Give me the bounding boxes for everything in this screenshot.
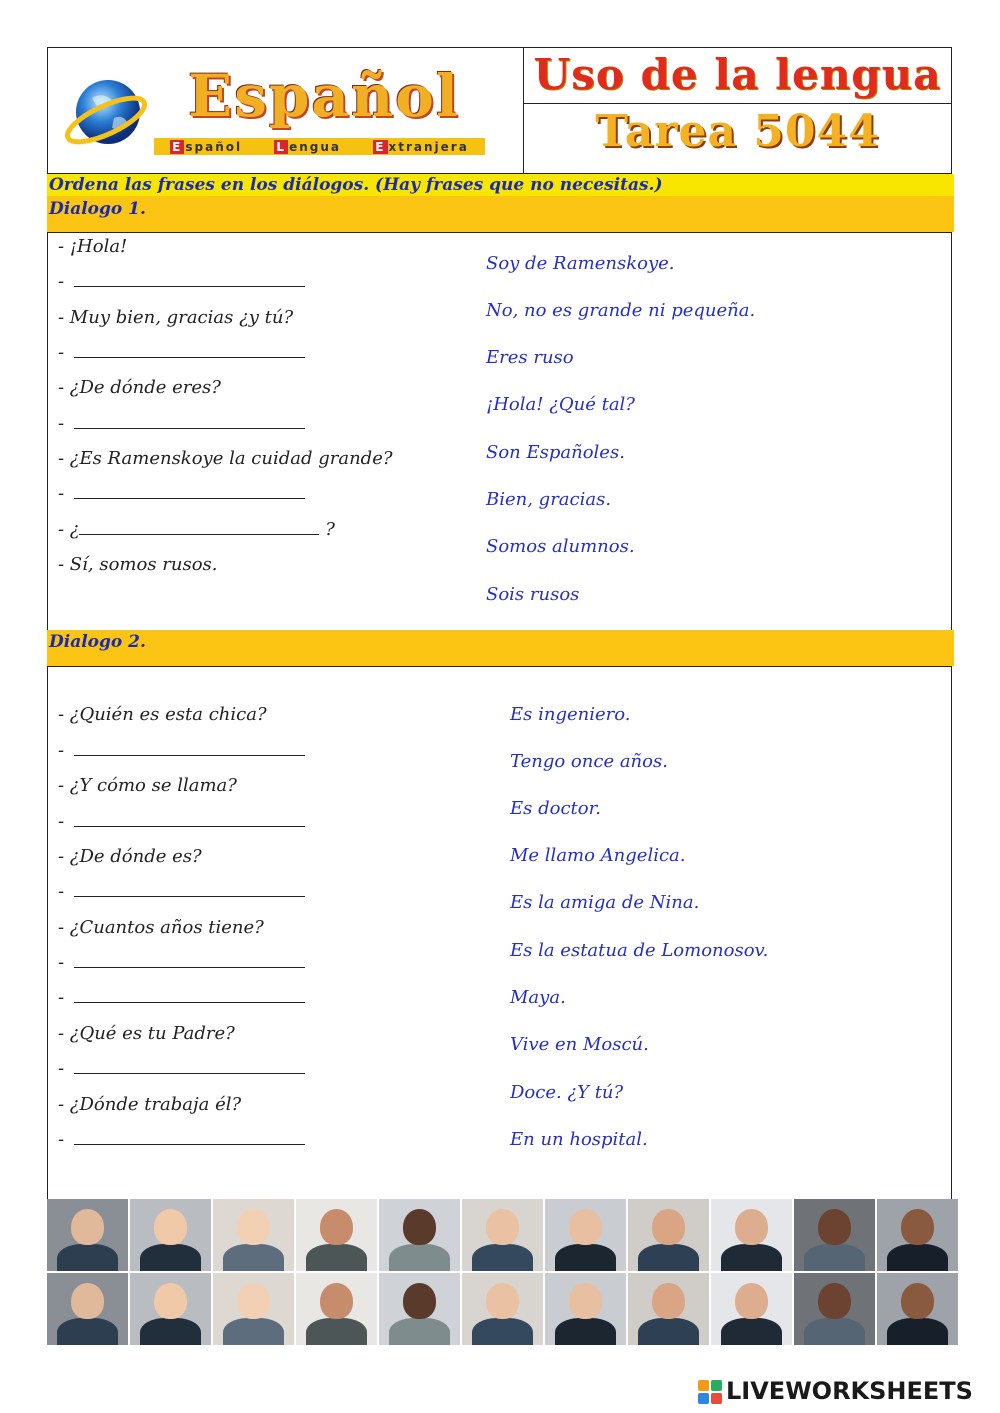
worksheet-title: Uso de la lengua [533, 50, 942, 99]
d2-line-1: - ¿Quién es esta chica? [58, 704, 267, 725]
person-photo [628, 1273, 709, 1345]
person-photo [877, 1273, 958, 1345]
d1-option: No, no es grande ni pequeña. [486, 300, 756, 321]
d2-line-4: - ¿Cuantos años tiene? [58, 917, 264, 938]
d1-line-4: - ¿Es Ramenskoye la cuidad grande? [58, 448, 393, 469]
d2-line-5: - ¿Qué es tu Padre? [58, 1023, 235, 1044]
d1-line-2: - Muy bien, gracias ¿y tú? [58, 307, 294, 328]
d1-option: Eres ruso [486, 347, 574, 368]
person-photo [545, 1273, 626, 1345]
d1-answer-3[interactable]: - [58, 413, 305, 434]
person-photo [794, 1273, 875, 1345]
d2-answer-6[interactable]: - [58, 1058, 305, 1079]
person-photo [130, 1199, 211, 1271]
person-photo [711, 1199, 792, 1271]
d2-option: Vive en Moscú. [510, 1034, 649, 1055]
d2-option: En un hospital. [510, 1129, 648, 1150]
person-photo [213, 1273, 294, 1345]
person-photo [213, 1199, 294, 1271]
d1-answer-2[interactable]: - [58, 342, 305, 363]
dialogo1-heading: Dialogo 1. [49, 199, 146, 219]
liveworksheets-logo-icon [698, 1380, 722, 1404]
instruction-text: Ordena las frases en los diálogos. (Hay frases que no necesitas.) [49, 175, 663, 195]
brand-title: Español [188, 62, 460, 130]
d2-line-6: - ¿Dónde trabaja él? [58, 1094, 242, 1115]
person-photo [47, 1273, 128, 1345]
subtitle-word-3: E xtranjera [375, 139, 469, 154]
d1-line-5: - Sí, somos rusos. [58, 554, 218, 575]
d1-option: ¡Hola! ¿Qué tal? [486, 394, 635, 415]
d2-option: Es la estatua de Lomonosov. [510, 940, 769, 961]
d2-option: Me llamo Angelica. [510, 845, 686, 866]
d2-answer-3[interactable]: - [58, 881, 305, 902]
d1-answer-4[interactable]: - [58, 483, 305, 504]
d1-answer-1[interactable]: - [58, 271, 305, 292]
person-photo [379, 1273, 460, 1345]
d2-option: Tengo once años. [510, 751, 668, 772]
liveworksheets-logo-text: LIVEWORKSHEETS [726, 1377, 973, 1405]
person-photo [877, 1199, 958, 1271]
person-photo [296, 1199, 377, 1271]
dialogo1-heading-bar [47, 196, 954, 232]
person-photo [47, 1199, 128, 1271]
d2-answer-4[interactable]: - [58, 952, 305, 973]
d1-option: Sois rusos [486, 584, 580, 605]
d2-answer-2[interactable]: - [58, 811, 305, 832]
subtitle-word-2: L engua [276, 139, 341, 154]
person-photo [130, 1273, 211, 1345]
d1-question-blank[interactable]: - ¿ ? [58, 519, 335, 540]
person-photo [794, 1199, 875, 1271]
d1-option: Bien, gracias. [486, 489, 612, 510]
d2-option: Doce. ¿Y tú? [510, 1082, 624, 1103]
person-photo [711, 1273, 792, 1345]
person-photo [462, 1273, 543, 1345]
dialogo2-heading: Dialogo 2. [49, 632, 146, 652]
d2-option: Es la amiga de Nina. [510, 892, 700, 913]
people-photo-strip [47, 1199, 958, 1345]
person-photo [379, 1199, 460, 1271]
d2-option: Es ingeniero. [510, 704, 631, 725]
d1-option: Soy de Ramenskoye. [486, 253, 675, 274]
d2-answer-5[interactable]: - [58, 987, 305, 1008]
d2-answer-7[interactable]: - [58, 1129, 305, 1150]
person-photo [545, 1199, 626, 1271]
d2-option: Es doctor. [510, 798, 601, 819]
person-photo [462, 1199, 543, 1271]
task-number: Tarea 5044 [595, 106, 880, 157]
person-photo [628, 1199, 709, 1271]
d1-option: Somos alumnos. [486, 536, 635, 557]
d2-answer-1[interactable]: - [58, 740, 305, 761]
d2-line-2: - ¿Y cómo se llama? [58, 775, 237, 796]
subtitle-word-1: E spañol [172, 139, 243, 154]
d2-option: Maya. [510, 987, 566, 1008]
dialogo2-heading-bar [47, 630, 954, 666]
globe-logo-icon [62, 70, 150, 158]
d2-line-3: - ¿De dónde es? [58, 846, 202, 867]
header-title-divider [523, 103, 952, 104]
person-photo [296, 1273, 377, 1345]
d1-line-1: - ¡Hola! [58, 236, 128, 257]
d1-option: Son Españoles. [486, 442, 625, 463]
subtitle-bar [154, 138, 485, 155]
d1-line-3: - ¿De dónde eres? [58, 377, 221, 398]
